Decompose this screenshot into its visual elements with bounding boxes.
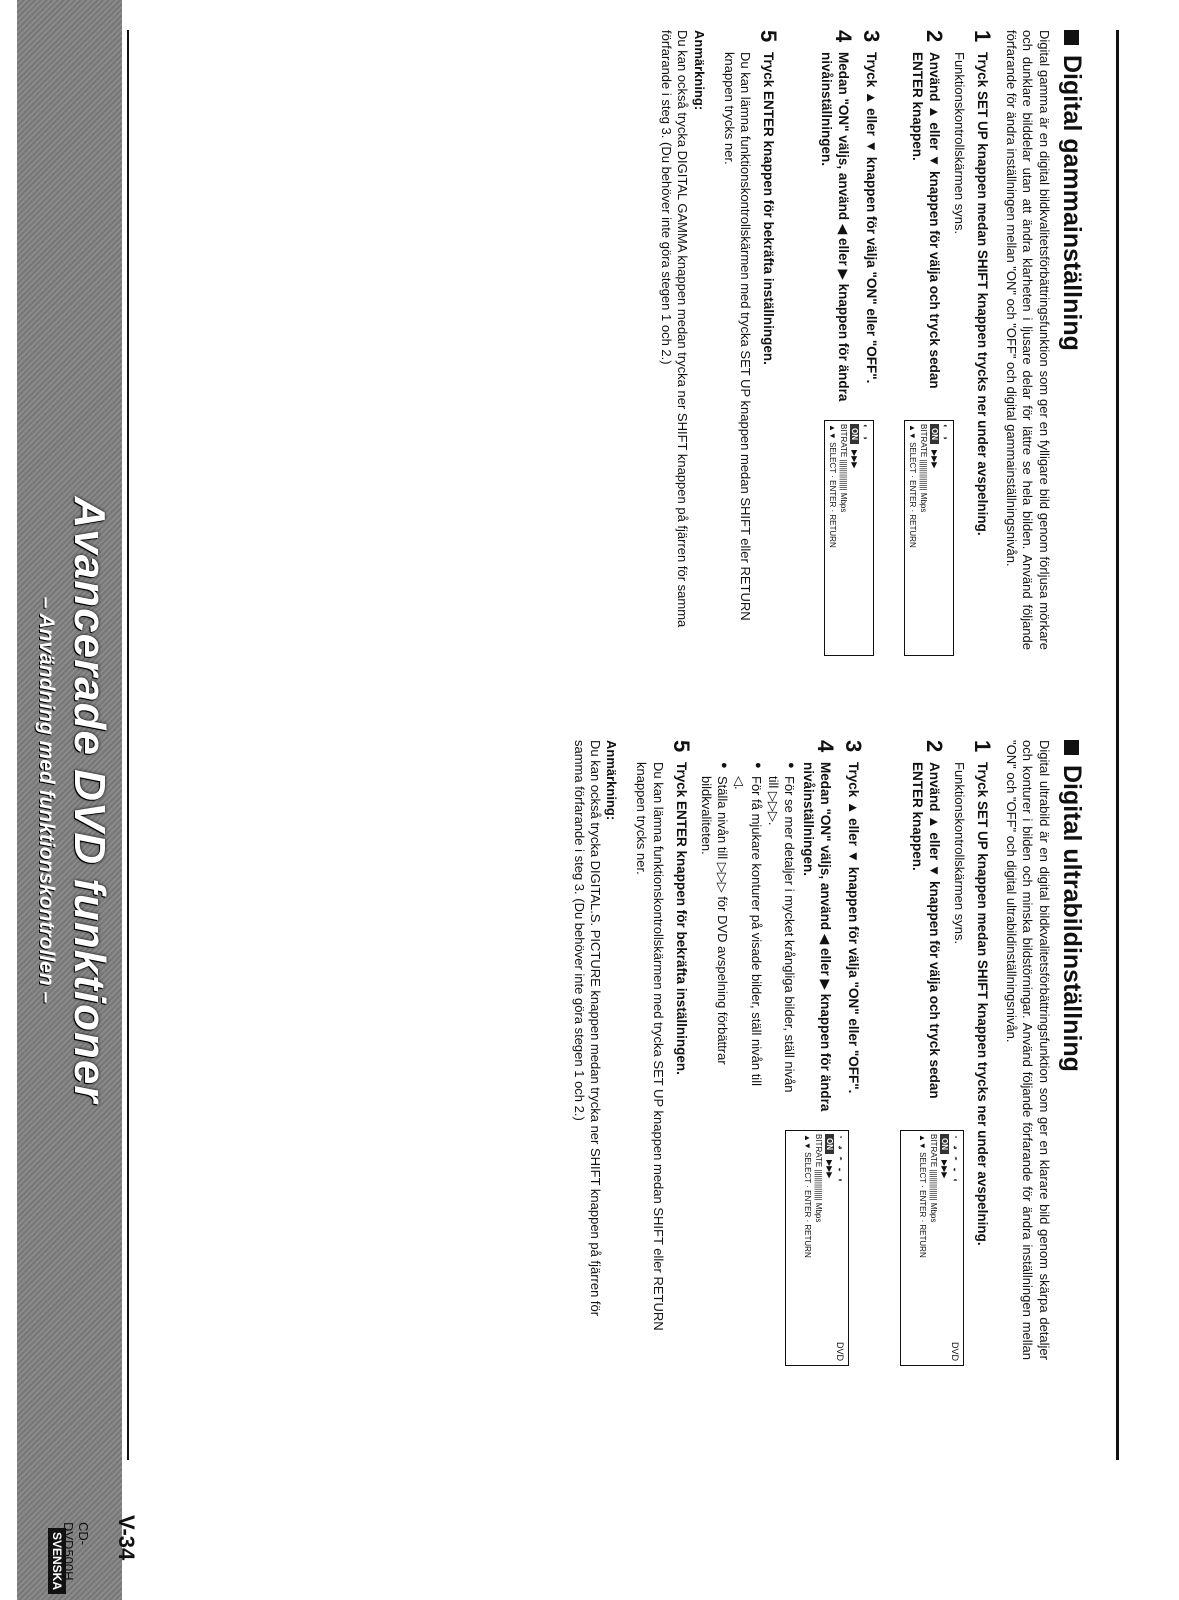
ultra-step-1-sub: Funktionskontrollskärmen syns.	[952, 762, 967, 945]
gamma-note-heading: Anmärkning:	[691, 30, 707, 111]
square-bullet-icon	[1064, 740, 1079, 755]
screen-icons: ◔ ◕ ◓ ◒ ◐	[951, 1134, 960, 1186]
ultra-step-4: 4 Medan "ON" väljs, använd ◀ eller ▶ knappen för ändra nivåinställningen.	[801, 740, 838, 1112]
ultra-step-5-sub: Du kan lämna funktionskontrollskärmen med trycka SET UP knappen medan SHIFT eller RETURN knappen trycks ner.	[634, 762, 666, 1331]
top-rule	[1116, 30, 1119, 1460]
ultra-note-heading: Anmärkning:	[604, 740, 620, 821]
gamma-step-2: 2 Använd ▲ eller ▼ knappen för välja och tryck sedan ENTER knappen.	[909, 30, 947, 389]
list-item: ● För se mer detaljer i mycket krångliga bilder, ställ nivån till ▷▷▷.	[765, 762, 798, 1102]
model-code: CD-DVD500H	[61, 1522, 91, 1581]
gamma-step-1-sub: Funktionskontrollskärmen syns.	[952, 52, 967, 235]
ultra-bullets	[698, 762, 798, 1102]
ultra-step-5: 5 Tryck ENTER knappen för bekräfta inställningen.	[668, 740, 694, 1075]
page-title: Avancerade DVD funktioner	[65, 496, 114, 1104]
gamma-step-5-sub: Du kan lämna funktionskontrollskärmen med trycka SET UP knappen medan SHIFT eller RETURN knappen trycks ner.	[722, 52, 754, 621]
ultra-note: Du kan också trycka DIGITAL.S. PICTURE knappen medan trycka ner SHIFT knappen på fjärren för samma förfarande i steg 3. (Du behöver inte göra stegen 1 och 2.)	[571, 740, 603, 1317]
ultra-step-1: 1 Tryck SET UP knappen medan SHIFT knappen trycks ner under avspelning.	[970, 740, 995, 1246]
gamma-intro: Digital gamma är en digital bildkvalitetsförbättringsfunktion som ger en fylligare bild genom förljusa mörkare och dunklare bilddelar utan att ändra klarheten i ljusare delar för lättre se hela bilden. Använd följande förfarande för ändra inställningen mellan "ON" och "OFF" och digital gammainställningsnivån.	[1004, 30, 1052, 650]
gamma-screen-step2: ◐ ◑ ON ▶▶▶ BITRATE ||||||||||||||| Mbps ▲▼ SELECT · ENTER · RETURN	[904, 420, 954, 656]
gamma-step-4: 4 Medan "ON" väljs, använd ◀ eller ▶ knappen för ändra nivåinställningen.	[819, 30, 856, 402]
page-number: V-34	[114, 1515, 139, 1561]
page-subtitle: – Användning med funktionskontrollen –	[35, 596, 58, 1004]
square-bullet-icon	[1064, 30, 1079, 45]
gamma-note: Du kan också trycka DIGITAL GAMMA knappen medan trycka ner SHIFT knappen på fjärren för samma förfarande i steg 3. (Du behöver inte göra stegen 1 och 2.)	[659, 30, 691, 628]
ultra-title: Digital ultrabildinställning	[1056, 740, 1087, 1360]
gamma-title: Digital gammainställning	[1056, 30, 1087, 650]
screen-icons: ◔ ◕ ◓ ◒ ◐	[836, 1134, 845, 1186]
language-badge: SVENSKA	[48, 1528, 66, 1594]
gamma-step-5: 5 Tryck ENTER knappen för bekräfta inställningen.	[756, 30, 782, 365]
ultra-screen-step2: DVD ◔ ◕ ◓ ◒ ◐ ON ▶▶▶ BITRATE ||||||||||||||| Mbps ▲▼ SELECT · ENTER · RETURN	[900, 1130, 964, 1366]
gamma-step-1: 1 Tryck SET UP knappen medan SHIFT knappen trycks ner under avspelning.	[970, 30, 995, 536]
ultra-step-2: 2 Använd ▲ eller ▼ knappen för välja och tryck sedan ENTER knappen.	[909, 740, 947, 1099]
ultra-step-3: 3 Tryck ▲ eller ▼ knappen för välja "ON" eller "OFF".	[841, 740, 866, 1094]
gamma-screen-step4: ◐ ◑ ON ▶▶▶ BITRATE ||||||||||||||| Mbps ▲▼ SELECT · ENTER · RETURN	[824, 420, 874, 656]
screen-icons: ◐ ◑	[861, 424, 870, 442]
list-item: ● För få mjukare konturer på visade bilder, ställ nivån till ◁.	[731, 762, 764, 1102]
ultra-intro: Digital ultrabild är en digital bildkvalitetsförbättringsfunktion som ger en klarare bild genom skärpa detaljer och konturer i bilden och minska bildstörningar. Använd följande förfarande för ändra inställningen mellan "ON" och "OFF" och digital ultrabildinställningsnivån.	[1004, 740, 1052, 1360]
list-item: ● Ställa nivån till ▷▷▷ för DVD avspelning förbättrar bildkvaliteten.	[698, 762, 731, 1102]
gamma-step-3: 3 Tryck ▲ eller ▼ knappen för välja "ON" eller "OFF".	[859, 30, 884, 384]
ultra-screen-step4: DVD ◔ ◕ ◓ ◒ ◐ ON ▶▶▶ BITRATE ||||||||||||||| Mbps ▲▼ SELECT · ENTER · RETURN	[785, 1130, 849, 1366]
bottom-rule	[127, 30, 129, 1460]
screen-icons: ◐ ◑	[941, 424, 950, 442]
